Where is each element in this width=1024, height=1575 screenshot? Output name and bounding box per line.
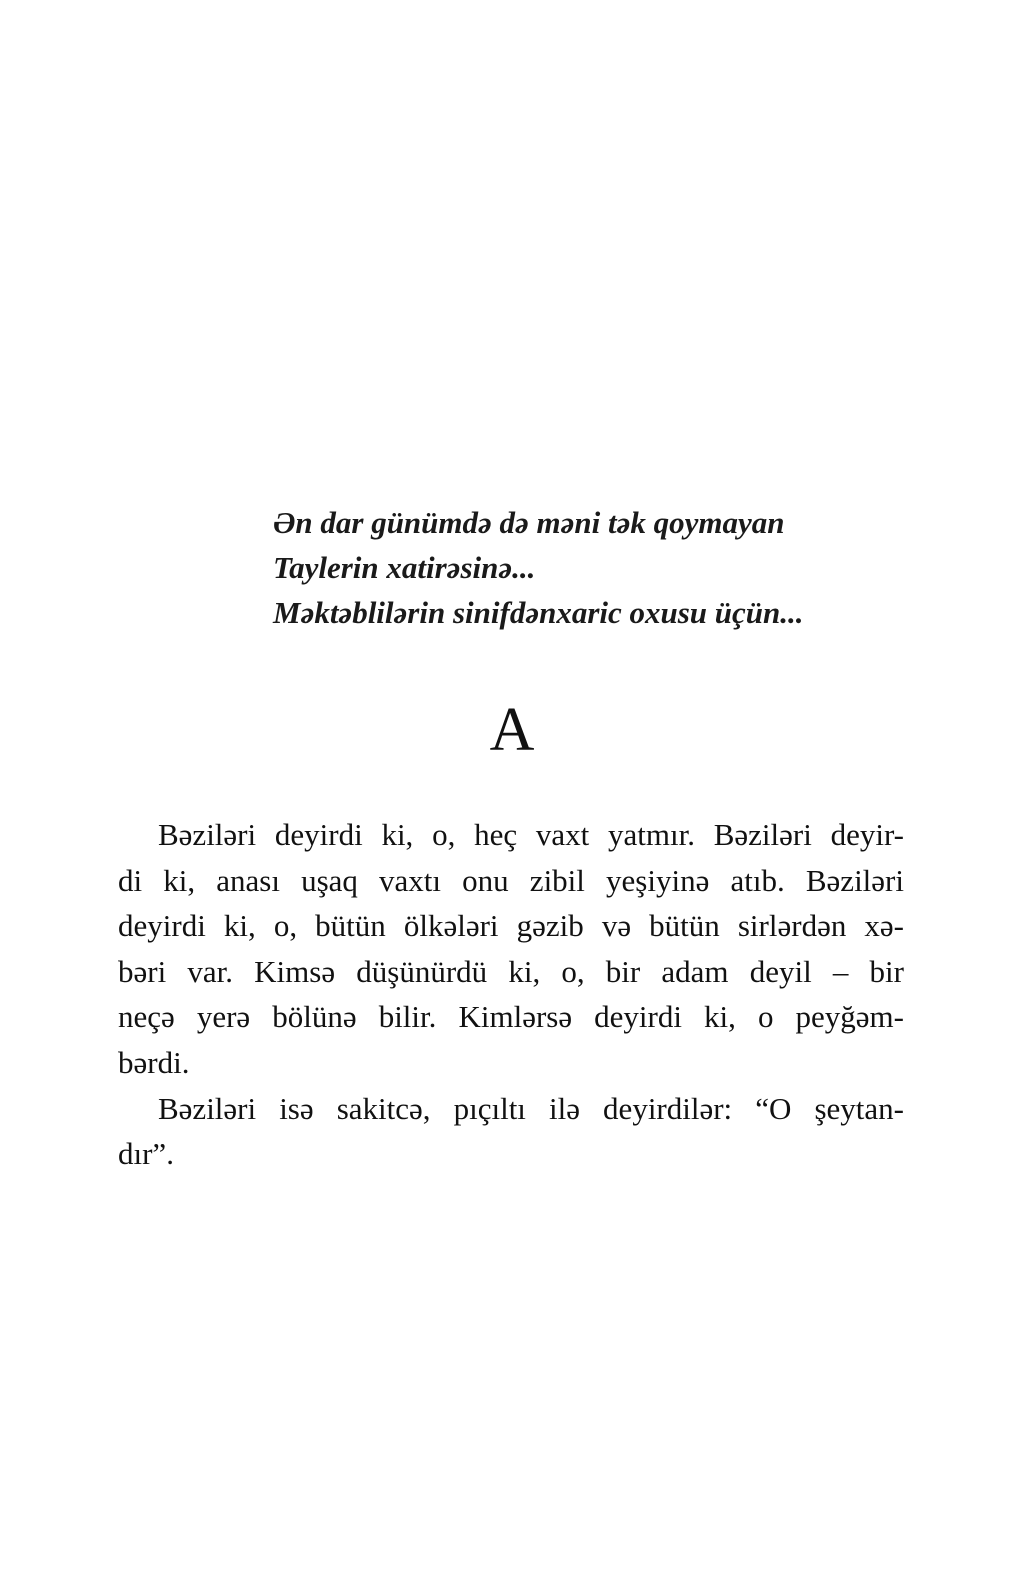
paragraph-line: deyirdi ki, o, bütün ölkələri gəzib və bütün sirlərdən xə- [118, 908, 904, 944]
paragraph-line: dır”. [118, 1136, 174, 1172]
paragraph-line: bərdi. [118, 1044, 190, 1080]
dedication-line: Məktəblilərin sinifdənxaric oxusu üçün... [273, 595, 804, 630]
paragraph-line: neçə yerə bölünə bilir. Kimlərsə deyirdi ki, o peyğəm- [118, 999, 904, 1035]
paragraph-line: Bəziləri isə sakitcə, pıçıltı ilə deyirdilər: “O şeytan- [158, 1090, 904, 1126]
paragraph-line: di ki, anası uşaq vaxtı onu zibil yeşiyinə atıb. Bəziləri [118, 862, 904, 898]
body-text [118, 812, 904, 1177]
paragraph-line: Bəziləri deyirdi ki, o, heç vaxt yatmır. Bəziləri deyir- [158, 817, 904, 852]
chapter-initial-letter: A [489, 696, 535, 764]
dedication-line: Ən dar günümdə də məni tək qoymayan [273, 505, 785, 540]
dedication [273, 500, 893, 635]
dedication-line: Taylerin xatirəsinə... [273, 550, 536, 585]
paragraph-line: bəri var. Kimsə düşünürdü ki, o, bir adam deyil – bir [118, 953, 904, 989]
